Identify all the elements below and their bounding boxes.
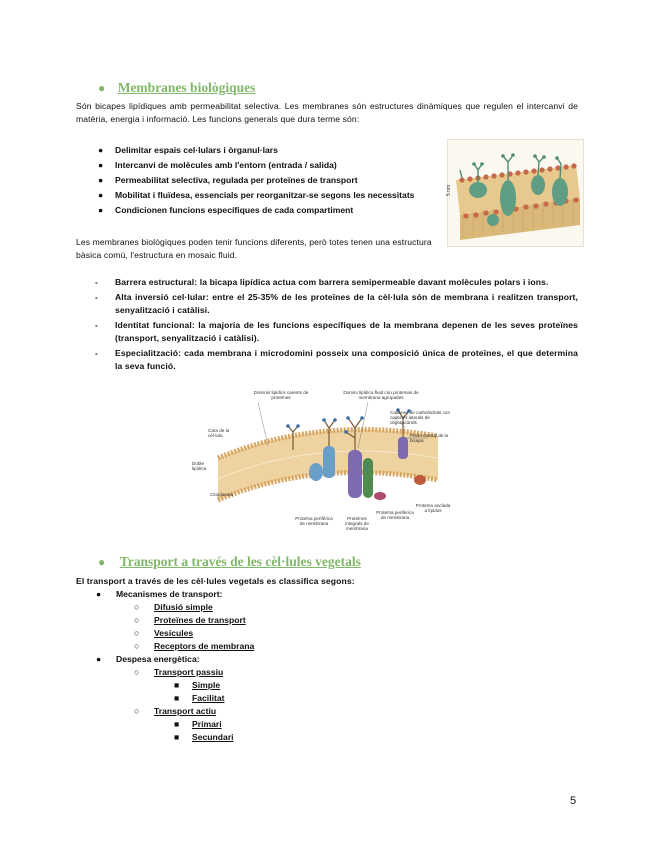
section2-title: Transport a través de les cèl·lules vegetals	[119, 554, 361, 569]
list-item: ● Despesa energètica:	[96, 654, 200, 664]
fluid-mosaic-figure	[192, 388, 456, 540]
list-item: ■ Simple	[174, 680, 221, 690]
label-fluid-domain: Domini lipídico-fluid con proteïnas de membrana agrupades	[343, 390, 419, 400]
list-item: ○ Transport passiu	[134, 667, 224, 677]
dash-icon: -	[95, 320, 98, 330]
list-item: ● Mecanismes de transport:	[96, 589, 223, 599]
bullet-icon: ●	[96, 589, 102, 599]
dash-icon: -	[95, 277, 98, 287]
label-lipid-domains: Dominis lipídics carents de proteïnes	[253, 390, 309, 400]
section1-para2: Les membranes biològiques poden tenir funcions diferents, però totes tenen una estructura bàsica comú, l'estructura en mosaic fluid.	[76, 237, 432, 260]
bullet-icon: ●	[98, 175, 104, 185]
label-outer-face: Cara de la cèl·lula	[208, 428, 230, 438]
label-bilayer: Doble lipídica	[192, 461, 207, 471]
list-item: ■ Primari	[174, 719, 222, 729]
scale-label: 5 nm	[446, 184, 452, 196]
circle-bullet-icon: ○	[134, 706, 140, 716]
circle-bullet-icon: ○	[134, 602, 140, 612]
list-item: - Alta inversió cel·lular: entre el 25-35% de les proteïnes de la cèl·lula són de membrana i realitzen transport, senyalització i catàlisi.	[95, 292, 578, 315]
bullet-icon: ●	[98, 205, 104, 215]
transport-list	[96, 588, 496, 744]
section1-title: Membranes biològiques	[117, 80, 256, 95]
list-item: ○ Receptors de membrana	[134, 641, 255, 651]
bullet-icon: ●	[96, 654, 102, 664]
bullet-icon: ●	[98, 145, 104, 155]
list-item: ● Intercanvi de molècules amb l'entorn (entrada / salida)	[98, 158, 443, 173]
label-peripheral-protein-2: Proteïna perifèrica de membrana	[376, 510, 414, 520]
list-item: - Barrera estructural: la bicapa lipídica actua com barrera semipermeable davant molècules polars i ions.	[95, 277, 549, 287]
list-item: ○ Transport actiu	[134, 706, 217, 716]
section1-heading	[98, 79, 255, 97]
list-item: - Especialització: cada membrana i microdomini posseix una composició única de proteïnes, el que determina la seva funció.	[95, 348, 578, 371]
list-item: ■ Secundari	[174, 732, 234, 742]
section2-intro: El transport a través de les cèl·lules vegetals es classifica segons:	[76, 576, 355, 586]
dash-icon: -	[95, 348, 98, 358]
heading-bullet-icon: ●	[98, 555, 106, 569]
heading-bullet-icon: ●	[98, 81, 106, 95]
page-number: 5	[570, 795, 577, 807]
bullet-icon: ●	[98, 190, 104, 200]
list-item: - Identitat funcional: la majoria de les funcions específiques de la membrana depenen de les seves proteïnes (transport, senyalització i catàlisi).	[95, 320, 578, 343]
square-bullet-icon: ■	[174, 680, 180, 690]
membrane-figure	[447, 139, 584, 247]
circle-bullet-icon: ○	[134, 615, 140, 625]
circle-bullet-icon: ○	[134, 628, 140, 638]
label-anchored-protein: Proteïna anclada a lípidos	[415, 503, 451, 513]
label-peripheral-protein: Proteïna perifèrica de membrana	[295, 516, 333, 526]
square-bullet-icon: ■	[174, 732, 180, 742]
list-item: ● Permeabilitat selectiva, regulada per proteïnes de transport	[98, 173, 443, 188]
list-item: ● Condicionen funcions específiques de cada compartiment	[98, 203, 443, 218]
list-item: ● Delimitar espais cel·lulars i òrganul·lars	[98, 143, 443, 158]
dash-icon: -	[95, 292, 98, 302]
dash-list	[95, 276, 578, 373]
section2-heading	[98, 553, 361, 571]
square-bullet-icon: ■	[174, 719, 180, 729]
label-bilayer-center: Plano central de la bicapa	[410, 433, 449, 443]
list-item: ● Mobilitat i fluïdesa, essencials per reorganitzar-se segons les necessitats	[98, 188, 443, 203]
list-item: ■ Facilitat	[174, 693, 225, 703]
circle-bullet-icon: ○	[134, 641, 140, 651]
functions-list	[98, 143, 443, 218]
list-item: ○ Vesícules	[134, 628, 194, 638]
label-carbohydrate-chains: Cadenes de carbohidrats con cadenes laterals de oligosacàrids	[390, 410, 451, 425]
section1-intro: Són bicapes lipídiques amb permeabilitat selectiva. Les membranes són estructures dinàmiques que regulen el intercanvi de matèria, energia i informació. Les funcions generals que dura terme són:	[76, 101, 578, 124]
membrane-illustration	[448, 140, 583, 246]
circle-bullet-icon: ○	[134, 667, 140, 677]
square-bullet-icon: ■	[174, 693, 180, 703]
bullet-icon: ●	[98, 160, 104, 170]
list-item: ○ Proteïnes de transport	[134, 615, 246, 625]
label-integral-proteins: Proteïnes integrals de membrana	[345, 516, 369, 531]
list-item: ○ Difusió simple	[134, 602, 213, 612]
label-cytoplasm: Citoplasma	[210, 492, 233, 497]
